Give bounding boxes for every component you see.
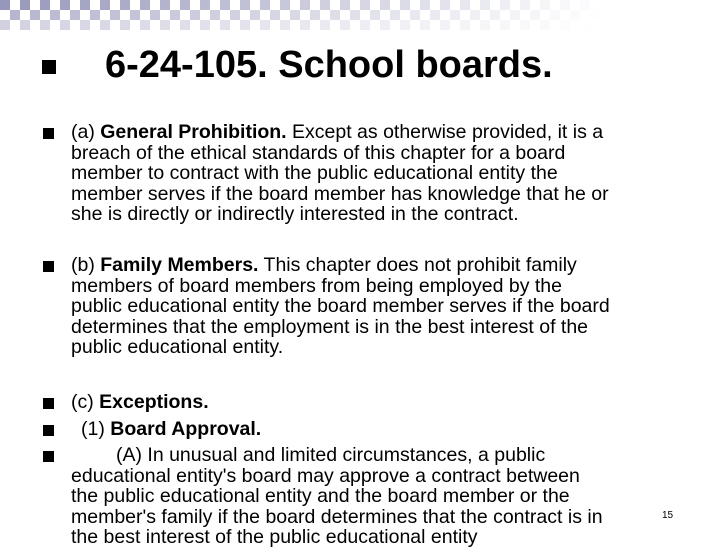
- checker-square: [280, 0, 290, 10]
- section-c1-heading: Board Approval.: [110, 418, 262, 440]
- section-a-line-3: member serves if the board member has knowledge that he or: [71, 182, 609, 205]
- checker-square: [340, 0, 350, 10]
- section-b-line-0: This chapter does not prohibit family: [258, 254, 577, 276]
- checker-square: [160, 0, 170, 10]
- checker-square: [110, 10, 120, 20]
- checker-square: [380, 0, 390, 10]
- checker-square: [50, 10, 60, 20]
- checker-square: [410, 10, 420, 20]
- checker-square: [180, 20, 190, 30]
- section-b-line-2: public educational entity the board member serves if the board: [71, 295, 610, 317]
- checker-square: [270, 10, 280, 20]
- checker-square: [100, 0, 110, 10]
- checkered-pattern-decoration: [0, 0, 720, 30]
- bullet-icon: [43, 425, 54, 436]
- checker-square: [40, 0, 50, 10]
- checker-square: [300, 20, 310, 30]
- section-c1a-line-2: the public educational entity and the board member or the: [71, 485, 570, 507]
- checker-square: [570, 10, 580, 20]
- section-c-label: (c): [71, 391, 100, 413]
- checker-square: [100, 20, 110, 30]
- checker-square: [590, 10, 600, 20]
- checker-square: [200, 20, 210, 30]
- checker-square: [580, 0, 590, 10]
- title-bullet-icon: [42, 60, 56, 74]
- checker-square: [430, 10, 440, 20]
- checker-square: [190, 10, 200, 20]
- checker-square: [320, 20, 330, 30]
- checker-square: [30, 10, 40, 20]
- section-c1a-line-4: the best interest of the public educational entity: [71, 526, 478, 548]
- section-a-line-1: breach of the ethical standards of this chapter for a board: [71, 141, 566, 164]
- section-b-label: (b): [71, 254, 101, 276]
- checker-square: [510, 10, 520, 20]
- checker-square: [380, 20, 390, 30]
- checker-square: [120, 0, 130, 10]
- checker-square: [60, 20, 70, 30]
- section-b-heading: Family Members.: [100, 254, 259, 276]
- checker-square: [150, 10, 160, 20]
- checker-square: [210, 10, 220, 20]
- checker-square: [300, 0, 310, 10]
- bullet-icon: [43, 128, 54, 139]
- section-b-line-1: members of board members from being employed by the: [71, 274, 562, 297]
- section-c1-text: [81, 419, 701, 440]
- section-c1a-line-1: educational entity's board may approve a contract between: [71, 464, 580, 487]
- checker-square: [450, 10, 460, 20]
- checker-square: [490, 10, 500, 20]
- section-a-heading: General Prohibition.: [100, 121, 287, 143]
- checker-square: [220, 0, 230, 10]
- checker-square: [240, 20, 250, 30]
- section-a-label: (a): [71, 121, 101, 143]
- checker-square: [560, 20, 570, 30]
- checker-square: [40, 20, 50, 30]
- checker-square: [10, 10, 20, 20]
- checker-square: [310, 10, 320, 20]
- section-b-line-3: determines that the employment is in the best interest of the: [71, 315, 589, 338]
- checker-square: [540, 20, 550, 30]
- checker-square: [520, 0, 530, 10]
- section-a-text: [71, 122, 691, 225]
- section-c-heading: Exceptions.: [99, 391, 209, 413]
- checker-square: [420, 20, 430, 30]
- checker-square: [330, 10, 340, 20]
- checker-square: [540, 0, 550, 10]
- checker-square: [20, 20, 30, 30]
- checker-square: [440, 0, 450, 10]
- section-c1a-text: [71, 445, 691, 548]
- checker-square: [560, 0, 570, 10]
- checker-square: [80, 20, 90, 30]
- checker-square: [440, 20, 450, 30]
- title-row: [0, 42, 720, 92]
- checker-square: [0, 20, 10, 30]
- checker-square: [260, 20, 270, 30]
- bullet-icon: [43, 261, 54, 272]
- page-title: 6-24-105. School boards.: [105, 44, 553, 86]
- checker-square: [460, 20, 470, 30]
- checker-square: [470, 10, 480, 20]
- checker-square: [350, 10, 360, 20]
- checker-square: [70, 10, 80, 20]
- checker-square: [480, 20, 490, 30]
- checker-square: [140, 0, 150, 10]
- section-a-line-0: Except as otherwise provided, it is a: [286, 121, 604, 143]
- checker-square: [370, 10, 380, 20]
- checker-square: [130, 10, 140, 20]
- checker-square: [480, 0, 490, 10]
- checker-square: [90, 10, 100, 20]
- checker-square: [140, 20, 150, 30]
- checker-square: [530, 10, 540, 20]
- checker-square: [220, 20, 230, 30]
- checker-square: [120, 20, 130, 30]
- checker-square: [500, 20, 510, 30]
- checker-square: [320, 0, 330, 10]
- checker-square: [60, 0, 70, 10]
- section-a-line-2: member to contract with the public educational entity the: [71, 162, 558, 184]
- section-c1-label: (1): [81, 418, 111, 440]
- checker-square: [460, 0, 470, 10]
- checker-square: [390, 10, 400, 20]
- section-c1a-line-3: member's family if the board determines that the contract is in: [71, 505, 603, 528]
- checker-square: [260, 0, 270, 10]
- checker-square: [580, 20, 590, 30]
- section-b-line-4: public educational entity.: [71, 336, 284, 358]
- checker-square: [550, 10, 560, 20]
- checker-square: [160, 20, 170, 30]
- checker-square: [400, 0, 410, 10]
- checker-square: [170, 10, 180, 20]
- checker-square: [280, 20, 290, 30]
- checker-square: [250, 10, 260, 20]
- section-c-text: [71, 392, 691, 413]
- section-a-line-4: she is directly or indirectly interested in the contract.: [71, 203, 519, 225]
- checker-square: [340, 20, 350, 30]
- checker-square: [180, 0, 190, 10]
- checker-square: [0, 0, 10, 10]
- bullet-icon: [43, 451, 54, 462]
- checker-square: [20, 0, 30, 10]
- checker-square: [200, 0, 210, 10]
- checker-square: [420, 0, 430, 10]
- checker-square: [360, 0, 370, 10]
- checker-square: [400, 20, 410, 30]
- checker-square: [240, 0, 250, 10]
- bullet-icon: [43, 398, 54, 409]
- slide-number: 15: [662, 510, 674, 521]
- section-b-text: [71, 255, 691, 358]
- checker-square: [230, 10, 240, 20]
- checker-square: [500, 0, 510, 10]
- checker-square: [80, 0, 90, 10]
- section-c1a-line-0: (A) In unusual and limited circumstances, a public: [116, 444, 546, 466]
- checker-square: [520, 20, 530, 30]
- checker-square: [290, 10, 300, 20]
- checker-square: [360, 20, 370, 30]
